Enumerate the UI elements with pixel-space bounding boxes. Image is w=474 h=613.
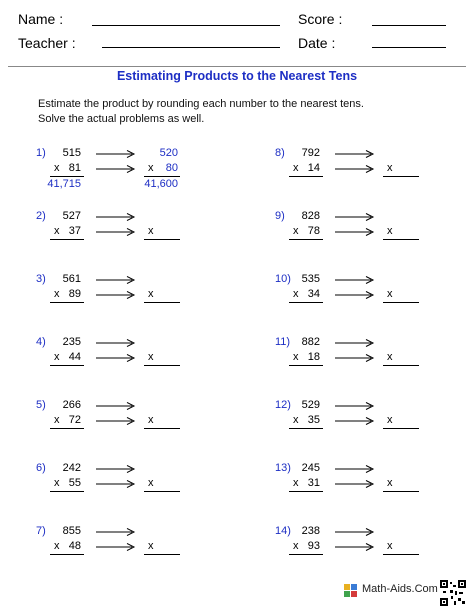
- estimate-line: [383, 365, 419, 366]
- times-sign: x: [54, 225, 60, 237]
- problem-11: [275, 336, 474, 380]
- multiplier: 44: [68, 351, 81, 363]
- product-line: [289, 428, 323, 429]
- qr-code-icon: [440, 580, 466, 606]
- multiplicand: 515: [62, 147, 81, 159]
- multiplier: 55: [68, 477, 81, 489]
- multiplier: 48: [68, 540, 81, 552]
- multiplicand: 266: [62, 399, 81, 411]
- times-sign: x: [54, 414, 60, 426]
- arrow-right-icon: [335, 353, 375, 363]
- arrow-right-icon: [96, 149, 136, 159]
- multiplicand: 235: [62, 336, 81, 348]
- arrow-right-icon: [96, 542, 136, 552]
- arrow-right-icon: [335, 338, 375, 348]
- multiplicand: 238: [301, 525, 320, 537]
- arrow-right-icon: [96, 164, 136, 174]
- problem-6: [36, 462, 236, 506]
- arrow-right-icon: [96, 464, 136, 474]
- multiplier: 31: [307, 477, 320, 489]
- problem-9: [275, 210, 474, 254]
- multiplicand: 242: [62, 462, 81, 474]
- times-sign: x: [293, 162, 299, 174]
- times-sign: x: [54, 288, 60, 300]
- arrow-right-icon: [96, 401, 136, 411]
- score-label: Score :: [298, 11, 343, 27]
- arrow-right-icon: [96, 338, 136, 348]
- problem-13: [275, 462, 474, 506]
- problem-number: 13): [275, 462, 291, 474]
- multiplicand: 535: [301, 273, 320, 285]
- problem-number: 3): [36, 273, 46, 285]
- arrow-right-icon: [335, 290, 375, 300]
- rounded-times-sign: x: [387, 288, 393, 300]
- rounded-times-sign: x: [387, 225, 393, 237]
- arrow-right-icon: [96, 353, 136, 363]
- multiplier: 34: [307, 288, 320, 300]
- arrow-right-icon: [335, 464, 375, 474]
- product-line: [50, 239, 84, 240]
- arrow-right-icon: [96, 212, 136, 222]
- problem-number: 10): [275, 273, 291, 285]
- times-sign: x: [293, 288, 299, 300]
- times-sign: x: [54, 351, 60, 363]
- times-sign: x: [54, 162, 60, 174]
- estimate-line: [383, 302, 419, 303]
- times-sign: x: [54, 540, 60, 552]
- arrow-right-icon: [335, 527, 375, 537]
- product-line: [50, 176, 84, 177]
- multiplier: 89: [68, 288, 81, 300]
- estimated-product[interactable]: 41,600: [144, 178, 178, 190]
- estimate-line: [144, 239, 180, 240]
- times-sign: x: [293, 225, 299, 237]
- footer-brand-text: Math-Aids.Com: [362, 583, 438, 595]
- times-sign: x: [293, 414, 299, 426]
- multiplicand: 529: [301, 399, 320, 411]
- problem-7: [36, 525, 236, 569]
- product-line: [50, 491, 84, 492]
- multiplier: 37: [68, 225, 81, 237]
- arrow-right-icon: [335, 416, 375, 426]
- rounded-times-sign: x: [387, 477, 393, 489]
- multiplier: 81: [68, 162, 81, 174]
- date-label: Date :: [298, 35, 336, 51]
- estimate-line: [144, 302, 180, 303]
- times-sign: x: [293, 540, 299, 552]
- problem-2: [36, 210, 236, 254]
- problem-5: [36, 399, 236, 443]
- multiplier: 72: [68, 414, 81, 426]
- rounded-times-sign: x: [387, 540, 393, 552]
- problem-number: 7): [36, 525, 46, 537]
- multiplicand: 828: [301, 210, 320, 222]
- estimate-line: [383, 239, 419, 240]
- times-sign: x: [54, 477, 60, 489]
- rounded-times-sign: x: [148, 162, 154, 174]
- page-title: Estimating Products to the Nearest Tens: [116, 69, 358, 83]
- multiplicand: 855: [62, 525, 81, 537]
- estimate-line: [144, 491, 180, 492]
- arrow-right-icon: [96, 275, 136, 285]
- product-line: [50, 302, 84, 303]
- score-field[interactable]: [372, 25, 446, 26]
- problem-number: 1): [36, 147, 46, 159]
- multiplicand: 527: [62, 210, 81, 222]
- name-field[interactable]: [92, 25, 280, 26]
- problem-number: 11): [275, 336, 291, 348]
- problem-4: [36, 336, 236, 380]
- arrow-right-icon: [96, 227, 136, 237]
- estimate-line: [383, 554, 419, 555]
- teacher-field[interactable]: [102, 47, 280, 48]
- problem-number: 9): [275, 210, 285, 222]
- rounded-times-sign: x: [148, 414, 154, 426]
- teacher-label: Teacher :: [18, 35, 76, 51]
- rounded-times-sign: x: [148, 225, 154, 237]
- footer-brand: [362, 583, 438, 595]
- estimate-line: [383, 428, 419, 429]
- problem-12: [275, 399, 474, 443]
- multiplicand: 561: [62, 273, 81, 285]
- product-line: [50, 428, 84, 429]
- product-line: [289, 554, 323, 555]
- actual-product[interactable]: 41,715: [47, 178, 81, 190]
- arrow-right-icon: [96, 290, 136, 300]
- product-line: [50, 554, 84, 555]
- arrow-right-icon: [335, 542, 375, 552]
- rounded-times-sign: x: [148, 288, 154, 300]
- name-label: Name :: [18, 11, 64, 27]
- problem-number: 6): [36, 462, 46, 474]
- arrow-right-icon: [335, 227, 375, 237]
- multiplier: 93: [307, 540, 320, 552]
- problem-number: 2): [36, 210, 46, 222]
- math-aids-logo-icon: [344, 584, 358, 598]
- instruction-line-2: Solve the actual problems as well.: [38, 113, 205, 125]
- multiplicand: 245: [301, 462, 320, 474]
- rounded-times-sign: x: [387, 351, 393, 363]
- rounded-times-sign: x: [387, 162, 393, 174]
- problem-number: 14): [275, 525, 291, 537]
- product-line: [289, 302, 323, 303]
- rounded-times-sign: x: [387, 414, 393, 426]
- multiplier: 78: [307, 225, 320, 237]
- times-sign: x: [293, 477, 299, 489]
- problem-14: [275, 525, 474, 569]
- arrow-right-icon: [335, 479, 375, 489]
- multiplicand: 882: [301, 336, 320, 348]
- problem-number: 8): [275, 147, 285, 159]
- arrow-right-icon: [335, 164, 375, 174]
- arrow-right-icon: [335, 149, 375, 159]
- problem-10: [275, 273, 474, 317]
- problem-number: 12): [275, 399, 291, 411]
- estimate-line: [144, 554, 180, 555]
- estimate-line: [383, 491, 419, 492]
- arrow-right-icon: [96, 527, 136, 537]
- estimate-line: [383, 176, 419, 177]
- problem-1: [36, 147, 236, 191]
- arrow-right-icon: [335, 275, 375, 285]
- arrow-right-icon: [96, 479, 136, 489]
- rounded-multiplicand[interactable]: 520: [159, 147, 178, 159]
- problem-3: [36, 273, 236, 317]
- problem-8: [275, 147, 474, 191]
- date-field[interactable]: [372, 47, 446, 48]
- product-line: [289, 176, 323, 177]
- multiplier: 35: [307, 414, 320, 426]
- arrow-right-icon: [96, 416, 136, 426]
- multiplier: 18: [307, 351, 320, 363]
- times-sign: x: [293, 351, 299, 363]
- multiplier: 14: [307, 162, 320, 174]
- instruction-line-1: Estimate the product by rounding each number to the nearest tens.: [38, 98, 364, 110]
- rounded-multiplier[interactable]: 80: [165, 162, 178, 174]
- problem-number: 5): [36, 399, 46, 411]
- arrow-right-icon: [335, 212, 375, 222]
- estimate-line: [144, 428, 180, 429]
- header-divider: [8, 66, 466, 67]
- estimate-line: [144, 176, 180, 177]
- multiplicand: 792: [301, 147, 320, 159]
- rounded-times-sign: x: [148, 540, 154, 552]
- rounded-times-sign: x: [148, 351, 154, 363]
- rounded-times-sign: x: [148, 477, 154, 489]
- estimate-line: [144, 365, 180, 366]
- problem-number: 4): [36, 336, 46, 348]
- arrow-right-icon: [335, 401, 375, 411]
- product-line: [289, 365, 323, 366]
- product-line: [289, 239, 323, 240]
- product-line: [50, 365, 84, 366]
- product-line: [289, 491, 323, 492]
